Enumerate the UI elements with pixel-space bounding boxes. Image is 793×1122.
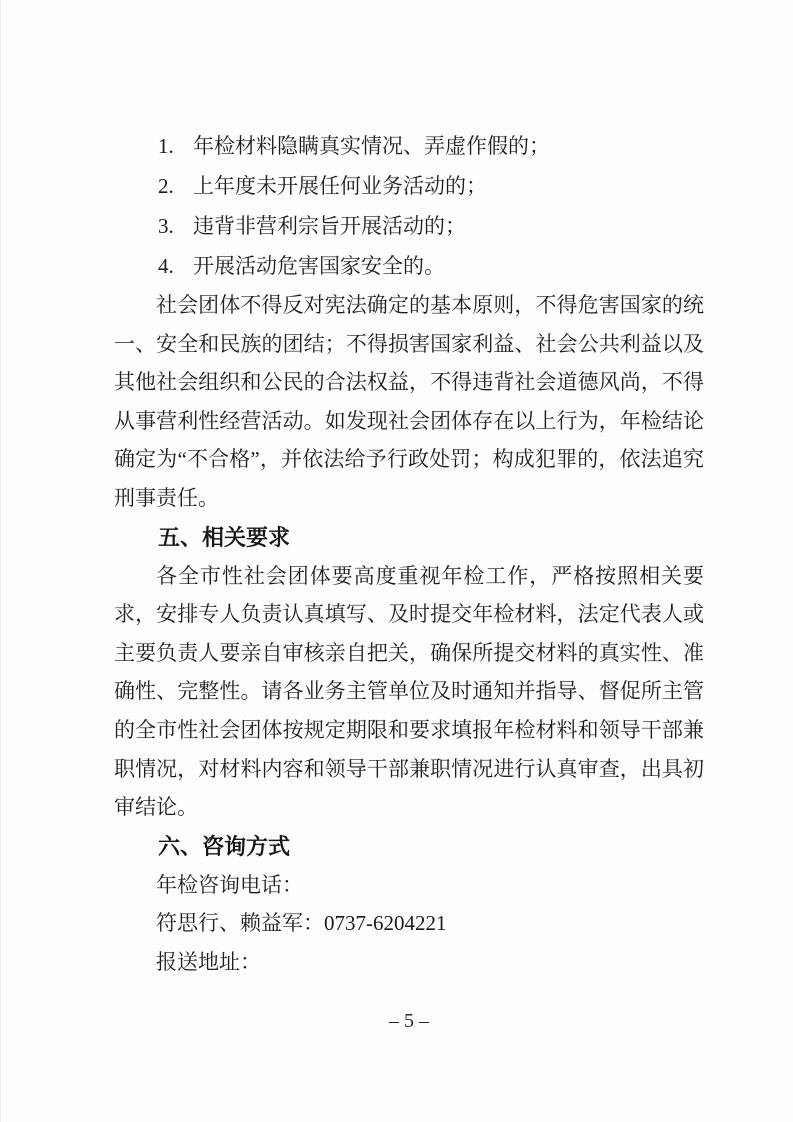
- list-item-text: 开展活动危害国家安全的。: [193, 254, 445, 278]
- list-item-text: 违背非营利宗旨开展活动的；: [193, 214, 466, 238]
- list-item-text: 年检材料隐瞒真实情况、弄虚作假的；: [193, 134, 550, 158]
- address-label: 报送地址：: [156, 949, 261, 974]
- contact-names-phone: 符思行、赖益军：0737-6204221: [156, 911, 447, 936]
- list-item: [114, 166, 704, 206]
- numbered-list: [114, 126, 704, 286]
- paragraph-compliance: 社会团体不得反对宪法确定的基本原则，不得危害国家的统一、安全和民族的团结；不得损害国家利益、社会公共利益以及其他社会组织和公民的合法权益，不得违背社会道德风尚，不得从事营利性经营活动。如发现社会团体存在以上行为，年检结论确定为“不合格”，并依法给予行政处罚；构成犯罪的，依法追究刑事责任。: [114, 293, 704, 510]
- list-item: [114, 246, 704, 286]
- contact-phone-label: 年检咨询电话：: [156, 872, 303, 897]
- list-item-text: 上年度未开展任何业务活动的；: [193, 174, 487, 198]
- document-body: [114, 126, 704, 982]
- page-number: – 5 –: [389, 1010, 429, 1032]
- list-item: [114, 126, 704, 166]
- list-item-number: 4.: [158, 254, 174, 278]
- section-heading-related-requirements: 五、相关要求: [158, 524, 291, 550]
- paragraph-requirements: 各全市性社会团体要高度重视年检工作，严格按照相关要求，安排专人负责认真填写、及时提交年检材料，法定代表人或主要负责人要亲自审核亲自把关，确保所提交材料的真实性、准确性、完整性。请各业务主管单位及时通知并指导、督促所主管的全市性社会团体按规定期限和要求填报年检材料和领导干部兼职情况，对材料内容和领导干部兼职情况进行认真审查，出具初审结论。: [114, 563, 704, 820]
- list-item-number: 1.: [158, 134, 174, 158]
- section-heading-consultation-method: 六、咨询方式: [158, 833, 291, 859]
- list-item-number: 2.: [158, 174, 174, 198]
- list-item-number: 3.: [158, 214, 174, 238]
- list-item: [114, 206, 704, 246]
